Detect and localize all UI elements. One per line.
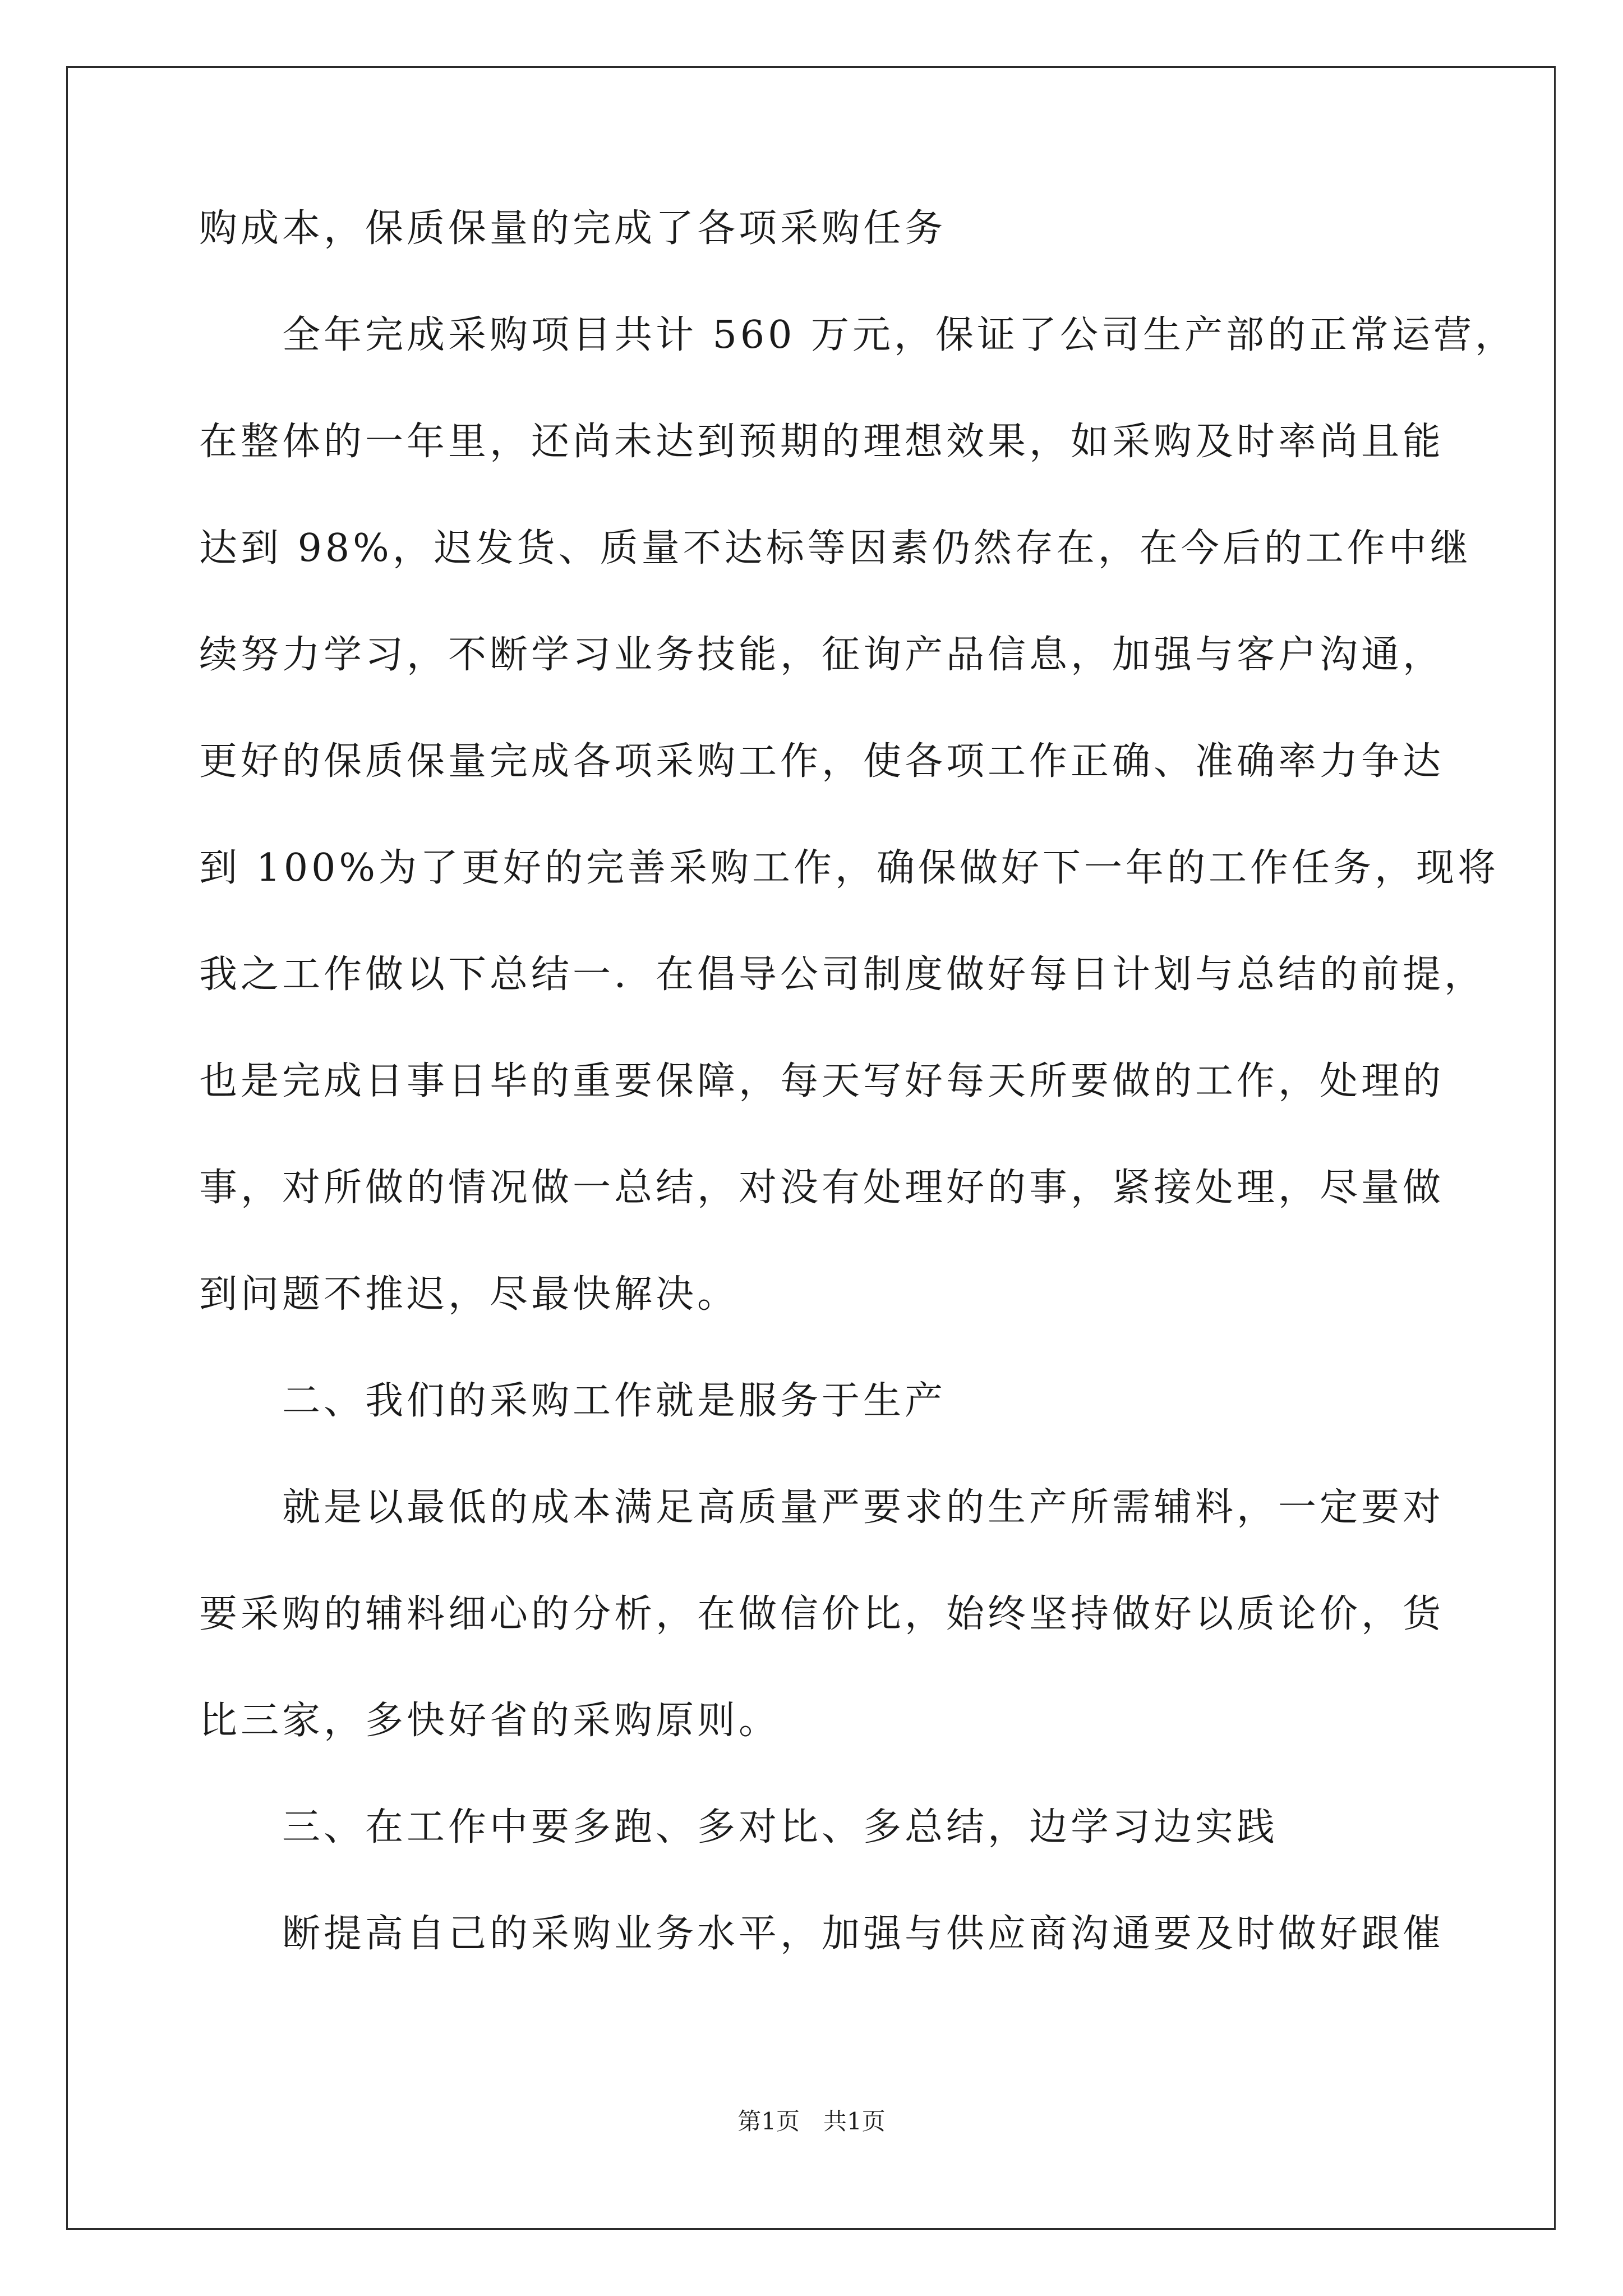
text-line: 我之工作做以下总结一．在倡导公司制度做好每日计划与总结的前提， xyxy=(199,953,1486,997)
text-line: 也是完成日事日毕的重要保障，每天写好每天所要做的工作，处理的 xyxy=(199,1059,1445,1103)
text-line: 比三家，多快好省的采购原则。 xyxy=(199,1699,781,1743)
text-line: 达到 98%，迟发货、质量不达标等因素仍然存在，在今后的工作中继 xyxy=(199,526,1472,570)
text-line: 到问题不推迟，尽最快解决。 xyxy=(199,1272,739,1317)
section-heading: 三、在工作中要多跑、多对比、多总结，边学习边实践 xyxy=(199,1805,1279,1849)
text-line: 在整体的一年里，还尚未达到预期的理想效果，如采购及时率尚且能 xyxy=(199,420,1445,464)
text-line: 断提高自己的采购业务水平，加强与供应商沟通要及时做好跟催 xyxy=(199,1912,1445,1956)
text-line: 到 100%为了更好的完善采购工作，确保做好下一年的工作任务，现将 xyxy=(199,846,1500,890)
text-line: 购成本，保质保量的完成了各项采购任务 xyxy=(199,206,947,251)
text-line: 更好的保质保量完成各项采购工作，使各项工作正确、准确率力争达 xyxy=(199,739,1445,784)
text-line: 就是以最低的成本满足高质量严要求的生产所需辅料，一定要对 xyxy=(199,1485,1445,1530)
text-line: 续努力学习，不断学习业务技能，征询产品信息，加强与客户沟通， xyxy=(199,633,1445,677)
page-footer: 第1页 共1页 xyxy=(737,2108,886,2135)
text-line: 要采购的辅料细心的分析，在做信价比，始终坚持做好以质论价，货 xyxy=(199,1592,1445,1636)
page-border xyxy=(66,66,1556,2230)
text-line: 事，对所做的情况做一总结，对没有处理好的事，紧接处理，尽量做 xyxy=(199,1166,1445,1210)
text-line: 全年完成采购项目共计 560 万元，保证了公司生产部的正常运营， xyxy=(199,313,1517,357)
section-heading: 二、我们的采购工作就是服务于生产 xyxy=(199,1379,947,1423)
